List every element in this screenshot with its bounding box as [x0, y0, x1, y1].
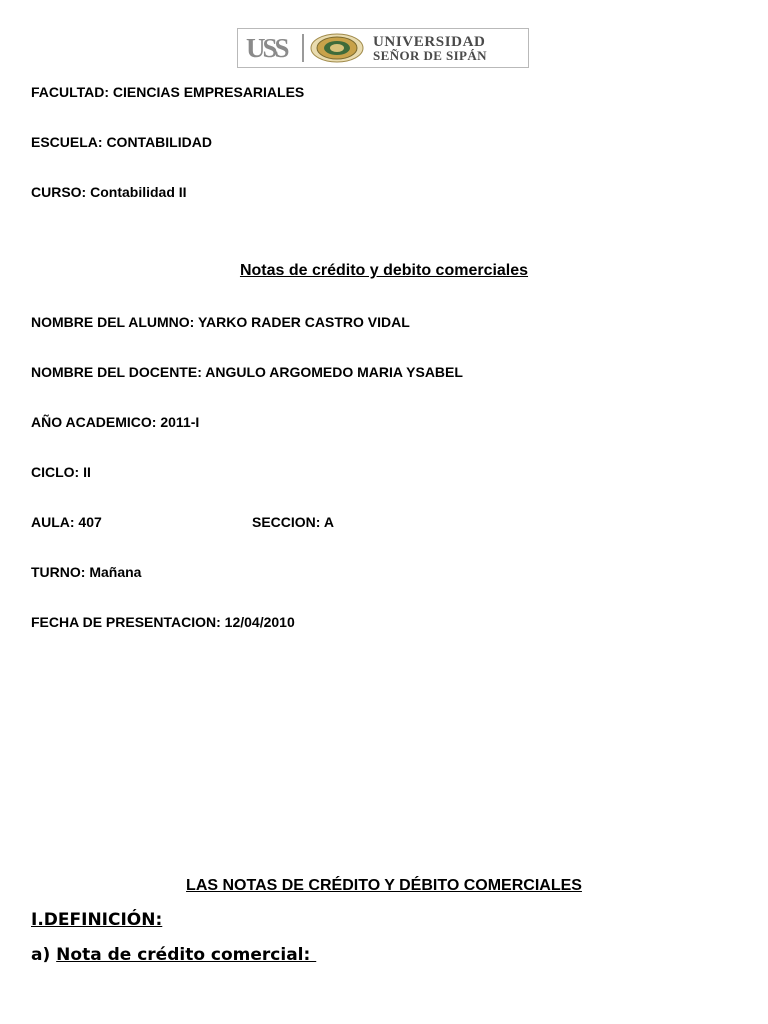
subheading-prefix: a) [31, 945, 57, 965]
seccion-field: SECCION: A [252, 514, 334, 530]
escuela-field: ESCUELA: CONTABILIDAD [31, 134, 212, 150]
anio-academico-field: AÑO ACADEMICO: 2011-I [31, 414, 200, 430]
section-title: LAS NOTAS DE CRÉDITO Y DÉBITO COMERCIALES [186, 877, 582, 894]
ciclo-field: CICLO: II [31, 464, 91, 480]
logo-name-line1: UNIVERSIDAD [373, 34, 486, 50]
aula-field: AULA: 407 [31, 514, 102, 530]
facultad-field: FACULTAD: CIENCIAS EMPRESARIALES [31, 84, 305, 100]
subheading-credit-note [31, 945, 316, 965]
logo-name-line2: SEÑOR DE SIPÁN [373, 48, 487, 63]
docente-field: NOMBRE DEL DOCENTE: ANGULO ARGOMEDO MARIA YSABEL [31, 364, 463, 380]
curso-field: CURSO: Contabilidad II [31, 184, 187, 200]
fecha-presentacion-field: FECHA DE PRESENTACION: 12/04/2010 [31, 614, 295, 630]
alumno-field: NOMBRE DEL ALUMNO: YARKO RADER CASTRO VIDAL [31, 314, 410, 330]
logo-divider [302, 34, 304, 62]
turno-field: TURNO: Mañana [31, 564, 142, 580]
subheading-text: Nota de crédito comercial: [56, 945, 317, 965]
logo-mark: USS [246, 33, 287, 63]
university-logo [237, 28, 529, 68]
university-seal-icon [310, 33, 364, 63]
definition-heading: I.DEFINICIÓN: [31, 910, 163, 930]
document-title: Notas de crédito y debito comerciales [239, 262, 529, 279]
